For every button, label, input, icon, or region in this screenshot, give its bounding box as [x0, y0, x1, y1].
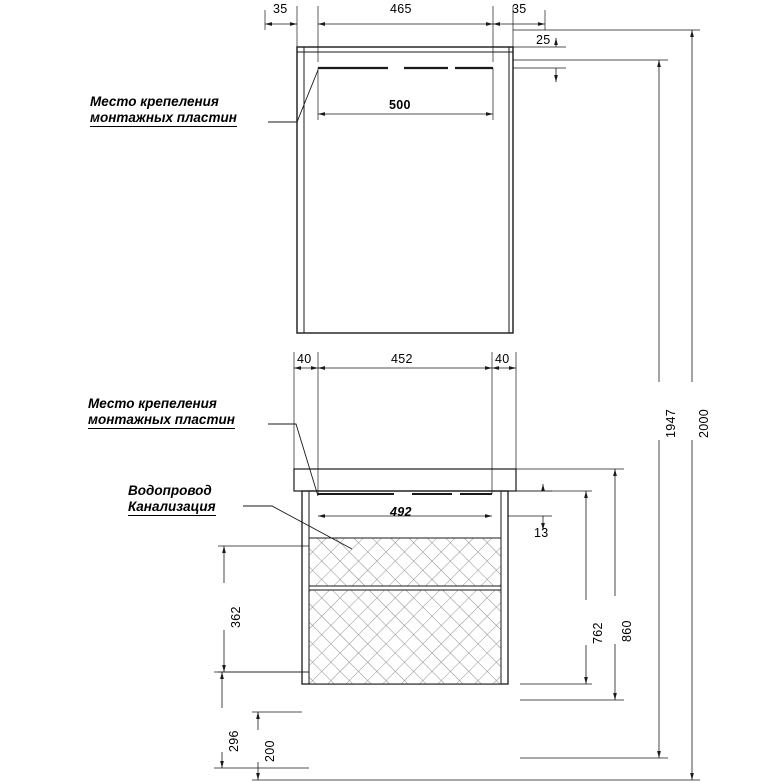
- callout-plumbing: [128, 483, 216, 516]
- dim-mirror-left-offset: 35: [273, 2, 288, 16]
- dim-plumbing-depth: 200: [263, 740, 277, 762]
- dim-mirror-right-offset: 35: [512, 2, 527, 16]
- dim-full-height: 2000: [697, 408, 711, 438]
- dim-vanity-top-drop: 13: [534, 526, 549, 540]
- dim-vanity-width: 452: [391, 352, 413, 366]
- callout-mount-plates-bottom-line2: монтажных пластин: [88, 412, 235, 429]
- callout-plumbing-line2: Канализация: [128, 499, 216, 516]
- dim-drawer-height: 362: [229, 606, 243, 628]
- callout-mount-plates-top-line1: Место крепеления: [90, 94, 219, 109]
- dim-vanity-mount-span: 492: [390, 505, 412, 519]
- callout-mount-plates-bottom: [88, 396, 235, 429]
- dim-body-height: 762: [591, 622, 605, 644]
- callout-mount-plates-bottom-line1: Место крепеления: [88, 396, 217, 411]
- callout-mount-plates-top-line2: монтажных пластин: [90, 110, 237, 127]
- dim-mirror-width: 465: [390, 2, 412, 16]
- dim-total-height: 860: [620, 620, 634, 642]
- dim-plumbing-height: 296: [227, 730, 241, 752]
- callout-mount-plates-top: [90, 94, 237, 127]
- dim-vanity-right-offset: 40: [495, 352, 510, 366]
- dim-mirror-top-offset: 25: [536, 33, 551, 47]
- dim-mirror-top-height: 1947: [664, 408, 678, 438]
- callout-plumbing-line1: Водопровод: [128, 483, 212, 498]
- dim-mirror-mount-span: 500: [389, 98, 411, 112]
- dim-vanity-left-offset: 40: [297, 352, 312, 366]
